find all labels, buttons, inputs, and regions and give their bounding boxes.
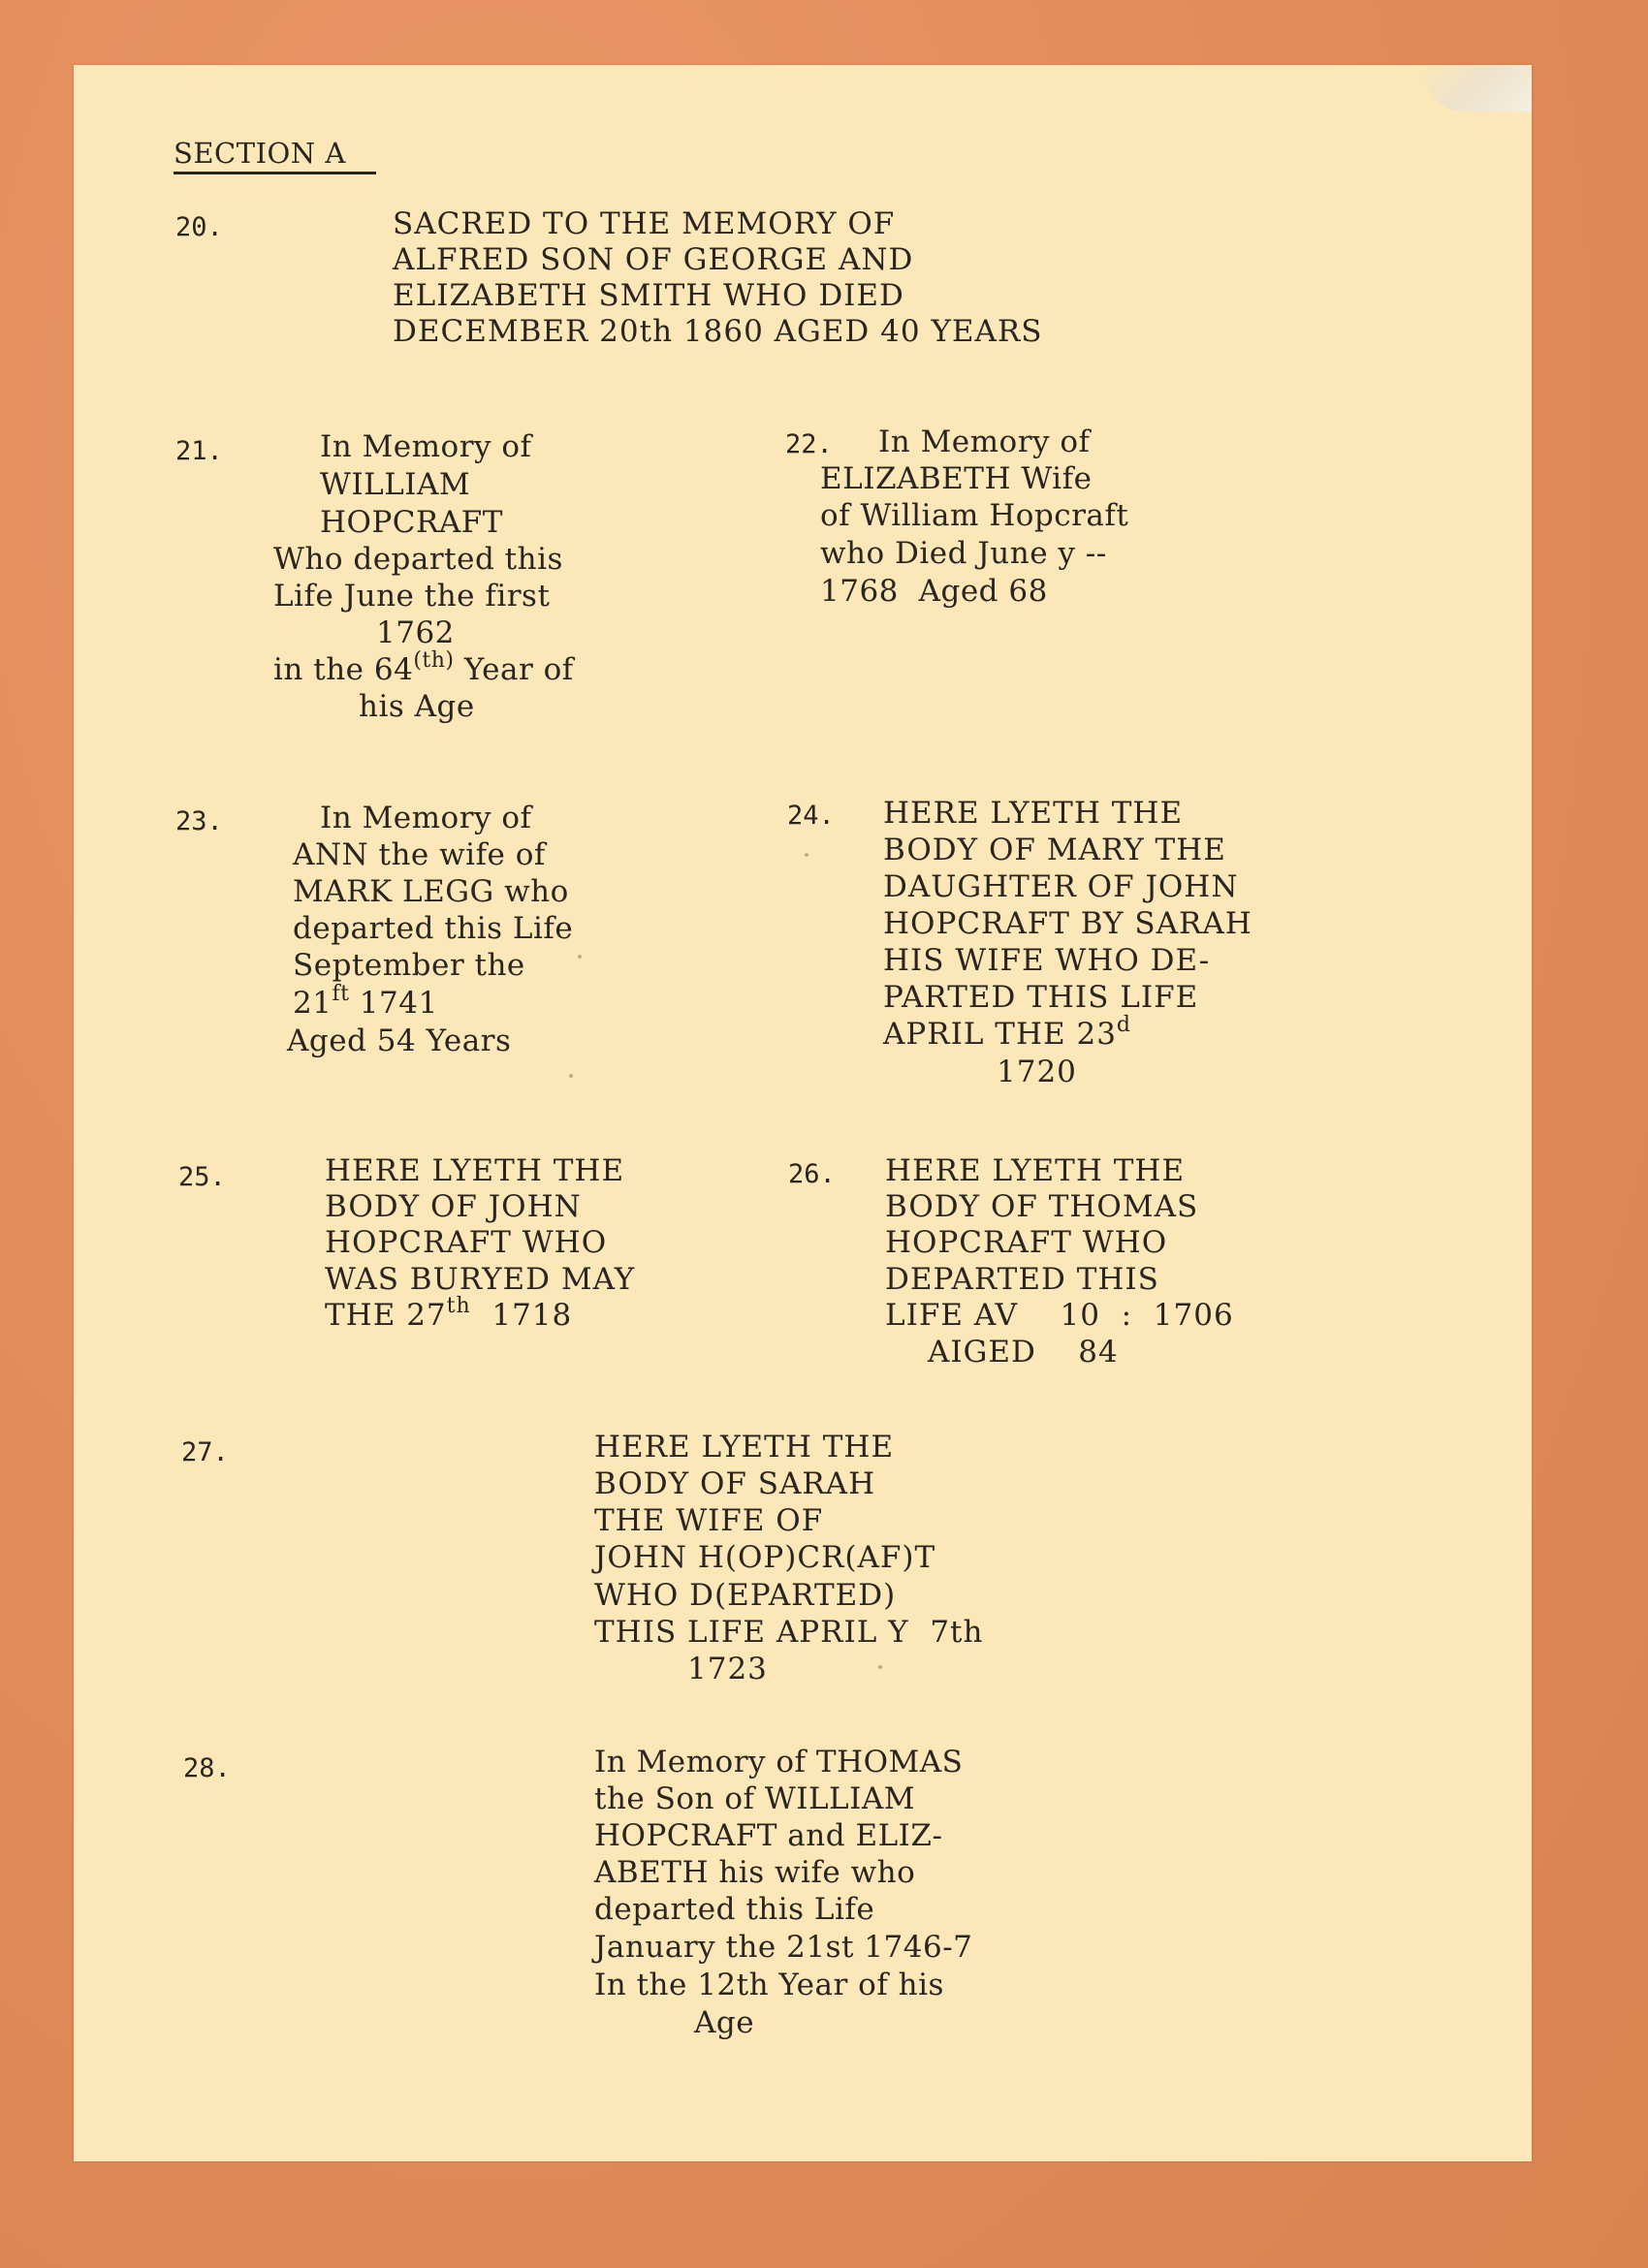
entry-22-line-1: In Memory of (878, 425, 1091, 459)
entry-22-line-2: ELIZABETH Wife (820, 461, 1093, 496)
entry-20-line-3: ELIZABETH SMITH WHO DIED (393, 278, 904, 313)
entry-26-line-1: HERE LYETH THE (885, 1153, 1186, 1188)
entry-24-line-4: HOPCRAFT BY SARAH (883, 906, 1252, 941)
entry-21-line-5: Life June the first (273, 579, 551, 614)
entry-28-line-4: ABETH his wife who (594, 1855, 916, 1890)
entry-28-line-7: In the 12th Year of his (594, 1968, 944, 2002)
entry-26-line-5: LIFE AV 10 : 1706 (885, 1298, 1234, 1333)
entry-21-line-4: Who departed this (273, 542, 563, 577)
entry-21-superscript: (th) (413, 647, 455, 673)
entry-number-24: 24. (787, 801, 835, 831)
entry-26-line-4: DEPARTED THIS (885, 1262, 1159, 1297)
paper-speck (569, 1074, 573, 1078)
entry-25-line-1: HERE LYETH THE (325, 1153, 625, 1188)
entry-24-line-1: HERE LYETH THE (883, 796, 1184, 831)
entry-number-23: 23. (175, 806, 223, 836)
entry-25-line-4: WAS BURYED MAY (325, 1262, 636, 1297)
entry-21-line-7a: in the 64 (273, 652, 414, 687)
entry-20-line-1: SACRED TO THE MEMORY OF (393, 206, 896, 241)
entry-21-line-7b: Year of (454, 652, 574, 687)
entry-20-line-4: DECEMBER 20th 1860 AGED 40 YEARS (393, 314, 1043, 349)
entry-number-28: 28. (183, 1753, 231, 1783)
paper-speck (805, 853, 808, 857)
entry-27-line-1: HERE LYETH THE (594, 1430, 895, 1465)
entry-27-line-7: 1723 (687, 1652, 768, 1686)
entry-22-line-5: 1768 Aged 68 (820, 574, 1048, 609)
entry-24-line-3: DAUGHTER OF JOHN (883, 869, 1239, 904)
entry-number-20: 20. (175, 212, 223, 242)
paper-speck (578, 955, 582, 959)
entry-28-line-3: HOPCRAFT and ELIZ- (594, 1818, 943, 1853)
entry-25-line-5a: THE 27 (325, 1298, 447, 1333)
entry-25-line-3: HOPCRAFT WHO (325, 1225, 608, 1260)
entry-28-line-2: the Son of WILLIAM (594, 1781, 915, 1816)
entry-27-line-2: BODY OF SARAH (594, 1466, 876, 1501)
entry-24-line-8: 1720 (997, 1055, 1077, 1089)
entry-28-line-8: Age (694, 2005, 755, 2040)
entry-23-line-6b: 1741 (349, 986, 438, 1021)
entry-21-line-6: 1762 (376, 615, 455, 650)
entry-24-line-2: BODY OF MARY THE (883, 833, 1226, 867)
entry-22-line-3: of William Hopcraft (820, 498, 1129, 533)
entry-25-line-5b: 1718 (470, 1298, 573, 1333)
section-heading: SECTION A (174, 137, 346, 170)
entry-24-superscript: d (1116, 1012, 1132, 1037)
entry-23-line-5: September the (293, 948, 525, 983)
entry-26-line-2: BODY OF THOMAS (885, 1189, 1199, 1224)
entry-number-21: 21. (175, 436, 223, 466)
entry-24-line-5: HIS WIFE WHO DE- (883, 943, 1211, 978)
entry-number-25: 25. (178, 1162, 226, 1192)
entry-23-line-3: MARK LEGG who (293, 874, 569, 909)
entry-number-26: 26. (788, 1159, 836, 1189)
paper-speck (878, 1665, 882, 1669)
entry-26-line-6: AIGED 84 (928, 1335, 1119, 1370)
entry-28-line-5: departed this Life (594, 1892, 875, 1927)
entry-23-line-7: Aged 54 Years (287, 1024, 512, 1058)
entry-23-line-6 (293, 981, 438, 1022)
entry-27-line-6: THIS LIFE APRIL Y 7th (594, 1615, 984, 1650)
entry-21-line-7 (273, 647, 574, 688)
entry-number-22: 22. (785, 429, 833, 459)
entry-23-line-2: ANN the wife of (293, 837, 546, 872)
entry-20-line-2: ALFRED SON OF GEORGE AND (393, 242, 914, 277)
torn-corner (1425, 65, 1532, 111)
entry-28-line-6: January the 21st 1746-7 (594, 1930, 973, 1965)
entry-28-line-1: In Memory of THOMAS (594, 1745, 964, 1780)
entry-25-superscript: th (446, 1293, 471, 1318)
entry-27-line-3: THE WIFE OF (594, 1503, 824, 1538)
entry-21-line-8: his Age (359, 689, 475, 724)
entry-27-line-5: WHO D(EPARTED) (594, 1578, 897, 1613)
entry-22-line-4: who Died June y -- (820, 536, 1107, 571)
entry-21-line-2: WILLIAM (320, 467, 471, 502)
entry-23-line-6a: 21 (293, 986, 333, 1021)
entry-23-superscript: ft (332, 981, 350, 1006)
entry-24-line-7 (883, 1012, 1132, 1053)
entry-23-line-4: departed this Life (293, 911, 574, 946)
entry-26-line-3: HOPCRAFT WHO (885, 1225, 1168, 1260)
section-underline (174, 172, 376, 174)
entry-24-line-6: PARTED THIS LIFE (883, 980, 1199, 1015)
entry-21-line-1: In Memory of (320, 429, 532, 464)
entry-25-line-2: BODY OF JOHN (325, 1189, 582, 1224)
entry-24-line-7a: APRIL THE 23 (883, 1017, 1117, 1052)
entry-21-line-3: HOPCRAFT (320, 505, 503, 540)
entry-23-line-1: In Memory of (320, 801, 532, 835)
entry-25-line-5 (325, 1293, 573, 1334)
entry-27-line-4: JOHN H(OP)CR(AF)T (594, 1540, 936, 1575)
entry-number-27: 27. (181, 1437, 229, 1467)
